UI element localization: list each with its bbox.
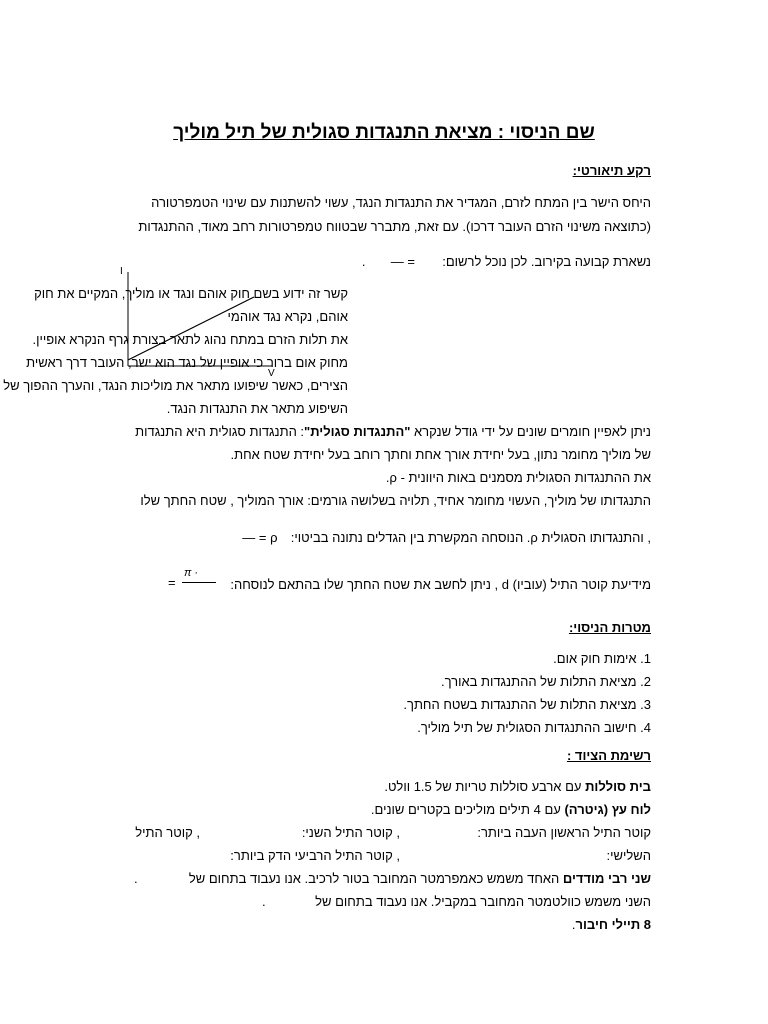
graph-text-1: קשר זה ידוע בשם חוק אוהם ונגד או מוליך, המקיים את חוק (34, 286, 348, 301)
graph-text-3: את תלות הזרם במתח נהוג לתאר בצורת גרף הנקרא אופיין. (32, 332, 348, 347)
wire-diameter-1: קוטר התיל הראשון העבה ביותר: (477, 825, 651, 840)
battery-label: בית סוללות (585, 779, 651, 794)
equipment-battery (384, 779, 651, 794)
theory-line-3 (362, 254, 651, 269)
wires-label: 8 תיילי חיבור (575, 917, 651, 932)
graph-text-6: השיפוע מתאר את התנגדות הנגד. (166, 401, 348, 416)
graph-text-5: הצירים, כאשר שיפועו מתאר את מוליכות הנגד, והערך ההפוך של (3, 378, 348, 393)
wire-diameter-2: , קוטר התיל השני: (301, 825, 400, 840)
goal-item-4: 4. חישוב ההתנגדות הסגולית של תיל מוליך. (417, 720, 651, 735)
s1-part-a: ניתן לאפיין חומרים שונים על ידי גודל שנקרא (410, 424, 651, 439)
voltmeter-text-end: . (262, 894, 266, 909)
specific-resistance-line-3: את ההתנגדות הסגולית מסמנים באות היוונית - ρ. (385, 470, 651, 485)
wire-diameter-3: , קוטר התיל (135, 825, 200, 840)
s1-bold-term: "התנגדות סגולית" (304, 424, 411, 439)
area-formula-numerator: π · (184, 567, 199, 579)
specific-resistance-line-2: של מוליך מחומר נתון, בעל יחידת אורך אחת וחתך רוחב בעל יחידת שטח אחת. (230, 447, 651, 462)
area-formula-fraction-bar (182, 582, 216, 583)
board-label: לוח עץ (גיטרה) (564, 802, 651, 817)
wire-diameter-3-label: השלישי: (606, 848, 651, 863)
diameter-text: מידיעת קוטר התיל (עוביו) d , ניתן לחשב את שטח החתך שלו בהתאם לנוסחה: (230, 577, 651, 592)
goals-heading: מטרות הניסוי: (568, 620, 651, 635)
area-formula (168, 567, 218, 597)
s1-part-c: : התנגדות סגולית היא התנגדות (135, 424, 305, 439)
goal-item-3: 3. מציאת התלות של ההתנגדות בשטח החתך. (403, 697, 651, 712)
equipment-board (371, 802, 651, 817)
wires-text: . (571, 917, 576, 932)
area-formula-equals: = (168, 575, 176, 590)
graph-line (128, 297, 254, 360)
wire-diameter-4: , קוטר התיל הרביעי הדק ביותר: (230, 848, 400, 863)
theory-line-3-end: . (361, 254, 366, 269)
goal-item-2: 2. מציאת התלות של ההתנגדות באורך. (440, 674, 651, 689)
theory-heading: רקע תיאורטי: (572, 163, 651, 178)
specific-resistance-line-4: התנגדותו של מוליך, העשוי מחומר אחיד, תלויה בשלושה גורמים: אורך המוליך , שטח החתך שלו (140, 493, 651, 508)
multimeters-text-end: . (134, 871, 138, 886)
ohm-formula: = — (390, 254, 415, 269)
graph-x-label: V (268, 368, 275, 378)
graph-y-label: I (120, 266, 123, 277)
s5-text: , והתנגדותו הסגולית ρ. הנוסחה המקשרת בין הגדלים נתונה בביטוי: (290, 530, 651, 545)
specific-resistance-line-1 (135, 424, 651, 439)
theory-line-3-text: נשארת קבועה בקירוב. לכן נוכל לרשום: (442, 254, 651, 269)
equipment-multimeters (189, 871, 651, 886)
battery-text: עם ארבע סוללות טריות של 1.5 וולט. (384, 779, 586, 794)
diameter-line (230, 577, 651, 592)
theory-line-1: היחס הישר בין המתח לזרם, המגדיר את התנגדות הנגד, עשוי להשתנות עם שינוי הטמפרטורה (151, 195, 651, 210)
multimeters-text: האחד משמש כאמפרמטר המחובר בטור לרכיב. אנו נעבוד בתחום של (188, 871, 563, 886)
specific-resistance-line-5 (242, 530, 651, 545)
graph-text-4: מחוק אום ברור כי אופיין של נגד הוא ישר, העובר דרך ראשית (26, 355, 348, 370)
board-text: עם 4 תילים מוליכים בקטרים שונים. (370, 802, 565, 817)
equipment-voltmeter: השני משמש כוולטמטר המחובר במקביל. אנו נעבוד בתחום של (315, 894, 651, 909)
goal-item-1: 1. אימות חוק אום. (553, 651, 651, 666)
theory-line-2: (כתוצאה משינוי הזרם העובר דרכו). עם זאת, מתברר שבטווח טמפרטורות רחב מאוד, ההתנגדות (138, 219, 651, 234)
graph-text-2: אוהם, נקרא נגד אוהמי (227, 309, 348, 324)
multimeters-label: שני רבי מודדים (562, 871, 651, 886)
equipment-heading: רשימת הציוד : (566, 748, 651, 763)
resistivity-formula: ρ = — (242, 530, 278, 545)
page-title: שם הניסוי : מציאת התנגדות סגולית של תיל מוליך (173, 122, 595, 143)
equipment-wires (572, 917, 651, 932)
